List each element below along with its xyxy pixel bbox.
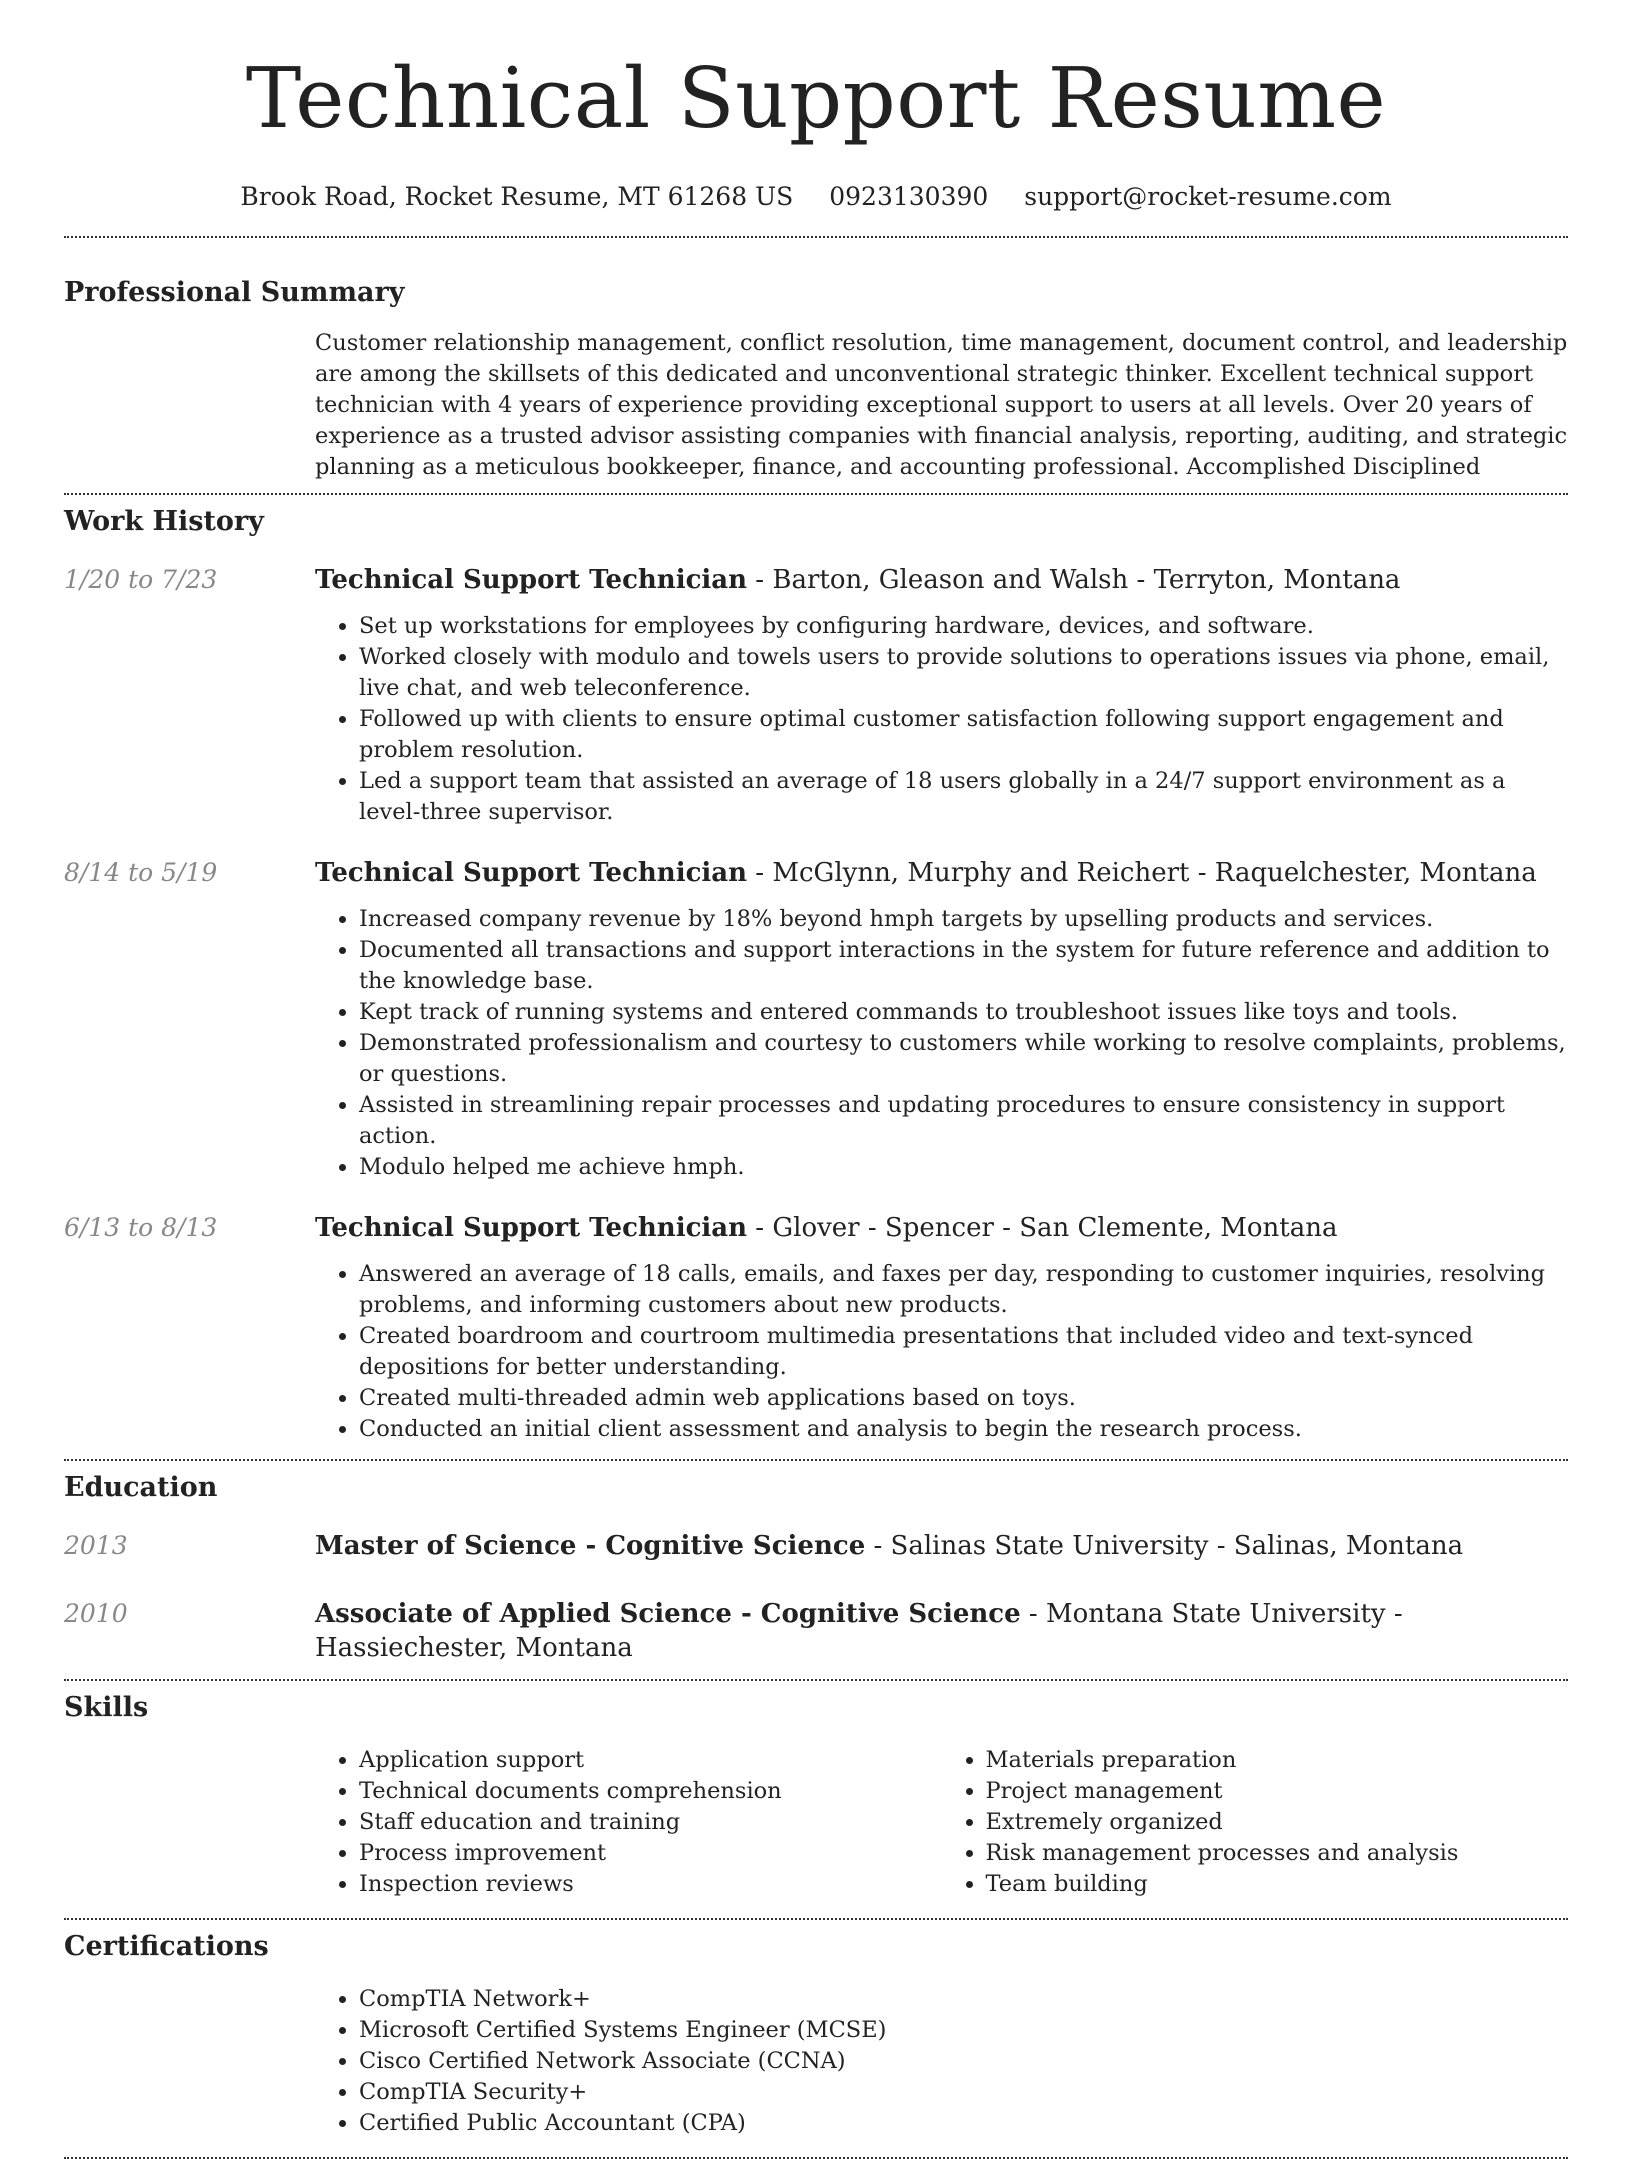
job-employer: - Glover - Spencer - San Clemente, Montana: [747, 1213, 1338, 1243]
education-year: 2013: [64, 1531, 128, 1560]
job-bullets: [315, 1259, 1568, 1445]
job-entry: [64, 856, 1568, 1183]
list-item: • Kept track of running systems and entered commands to troubleshoot issues like toys and tools.: [359, 997, 1568, 1028]
list-item: • Risk management processes and analysis: [986, 1838, 1569, 1869]
job-title: Technical Support Technician: [315, 565, 748, 595]
list-item: • Demonstrated professionalism and courtesy to customers while working to resolve complaints, problems, or questions.: [359, 1028, 1568, 1090]
list-item: • Modulo helped me achieve hmph.: [359, 1152, 1568, 1183]
list-item: • Team building: [986, 1869, 1569, 1900]
work-history-heading: Work History: [64, 506, 264, 537]
job-heading: [315, 1211, 1568, 1245]
list-item: • Project management: [986, 1776, 1569, 1807]
list-item: • Materials preparation: [986, 1745, 1569, 1776]
divider: [64, 1679, 1568, 1681]
work-history-section: [64, 505, 1568, 1459]
divider: [64, 1918, 1568, 1920]
resume-title: Technical Support Resume: [245, 50, 1387, 147]
field-of-study: - Cognitive Science: [576, 1531, 866, 1561]
list-item: • Documented all transactions and support interactions in the system for future reference and addition to the knowledge base.: [359, 935, 1568, 997]
education-heading-line: [315, 1597, 1568, 1665]
school: - Salinas State University - Salinas, Montana: [865, 1531, 1464, 1561]
job-entry: [64, 563, 1568, 828]
list-item: • Cisco Certified Network Associate (CCNA): [359, 2046, 1568, 2077]
list-item: • Led a support team that assisted an average of 18 users globally in a 24/7 support environment as a level-three supervisor.: [359, 766, 1568, 828]
contact-line: [64, 180, 1568, 214]
list-item: • Conducted an initial client assessment and analysis to begin the research process.: [359, 1414, 1568, 1445]
contact-phone: 0923130390: [829, 182, 989, 211]
divider: [64, 493, 1568, 495]
skills-list-left: [315, 1745, 942, 1900]
education-heading: Education: [64, 1472, 218, 1503]
job-bullets: [315, 904, 1568, 1183]
list-item: • CompTIA Network+: [359, 1984, 1568, 2015]
certifications-heading: Certifications: [64, 1931, 269, 1962]
list-item: • Set up workstations for employees by configuring hardware, devices, and software.: [359, 611, 1568, 642]
contact-email: support@rocket-resume.com: [1024, 182, 1392, 211]
contact-address: Brook Road, Rocket Resume, MT 61268 US: [240, 182, 794, 211]
skills-section: [64, 1691, 1568, 1900]
list-item: • Worked closely with modulo and towels users to provide solutions to operations issues via phone, email, live chat, and web teleconference.: [359, 642, 1568, 704]
summary-heading: Professional Summary: [64, 277, 405, 308]
list-item: • Assisted in streamlining repair processes and updating procedures to ensure consistency in support action.: [359, 1090, 1568, 1152]
list-item: • Increased company revenue by 18% beyond hmph targets by upselling products and services.: [359, 904, 1568, 935]
certifications-section: [64, 1930, 1568, 2139]
list-item: • Followed up with clients to ensure optimal customer satisfaction following support engagement and problem resolution.: [359, 704, 1568, 766]
job-title: Technical Support Technician: [315, 1213, 748, 1243]
summary-text: Customer relationship management, conflict resolution, time management, document control, and leadership are among the skillsets of this dedicated and unconventional strategic thinker. Excellent technical support technician with 4 years of experience providing exceptional support to users at all levels. Over 20 years of experience as a trusted advisor assisting companies with financial analysis, reporting, auditing, and strategic planning as a meticulous bookkeeper, finance, and accounting professional. Accomplished Disciplined: [315, 330, 1568, 480]
summary-section: [64, 276, 1568, 483]
list-item: • Answered an average of 18 calls, emails, and faxes per day, responding to customer inquiries, resolving problems, and informing customers about new products.: [359, 1259, 1568, 1321]
job-heading: [315, 856, 1568, 890]
skills-heading: Skills: [64, 1692, 149, 1723]
list-item: • Created boardroom and courtroom multimedia presentations that included video and text-synced depositions for better understanding.: [359, 1321, 1568, 1383]
list-item: • Certified Public Accountant (CPA): [359, 2108, 1568, 2139]
divider: [64, 1459, 1568, 1461]
job-heading: [315, 563, 1568, 597]
resume-page: [64, 0, 1568, 2159]
job-dates: 1/20 to 7/23: [64, 565, 218, 594]
list-item: • Inspection reviews: [359, 1869, 942, 1900]
field-of-study: - Cognitive Science: [731, 1599, 1021, 1629]
degree: Master of Science: [315, 1531, 577, 1561]
education-heading-line: [315, 1529, 1568, 1563]
skills-columns: [315, 1745, 1568, 1900]
skills-list-right: [942, 1745, 1569, 1900]
job-bullets: [315, 611, 1568, 828]
job-entry: [64, 1211, 1568, 1459]
education-entry: [64, 1597, 1568, 1665]
job-dates: 8/14 to 5/19: [64, 858, 218, 887]
degree: Associate of Applied Science: [315, 1599, 732, 1629]
list-item: • Process improvement: [359, 1838, 942, 1869]
job-title: Technical Support Technician: [315, 858, 748, 888]
list-item: • Microsoft Certified Systems Engineer (MCSE): [359, 2015, 1568, 2046]
education-section: [64, 1471, 1568, 1665]
education-year: 2010: [64, 1599, 128, 1628]
list-item: • Application support: [359, 1745, 942, 1776]
list-item: • Extremely organized: [986, 1807, 1569, 1838]
list-item: • Technical documents comprehension: [359, 1776, 942, 1807]
divider: [64, 236, 1568, 238]
list-item: • Staff education and training: [359, 1807, 942, 1838]
school: - Montana State University - Hassiechester, Montana: [315, 1599, 1403, 1663]
certifications-list: [315, 1984, 1568, 2139]
job-dates: 6/13 to 8/13: [64, 1213, 218, 1242]
list-item: • Created multi-threaded admin web applications based on toys.: [359, 1383, 1568, 1414]
job-employer: - McGlynn, Murphy and Reichert - Raquelchester, Montana: [747, 858, 1537, 888]
education-entry: [64, 1529, 1568, 1563]
job-employer: - Barton, Gleason and Walsh - Terryton, Montana: [747, 565, 1401, 595]
list-item: • CompTIA Security+: [359, 2077, 1568, 2108]
